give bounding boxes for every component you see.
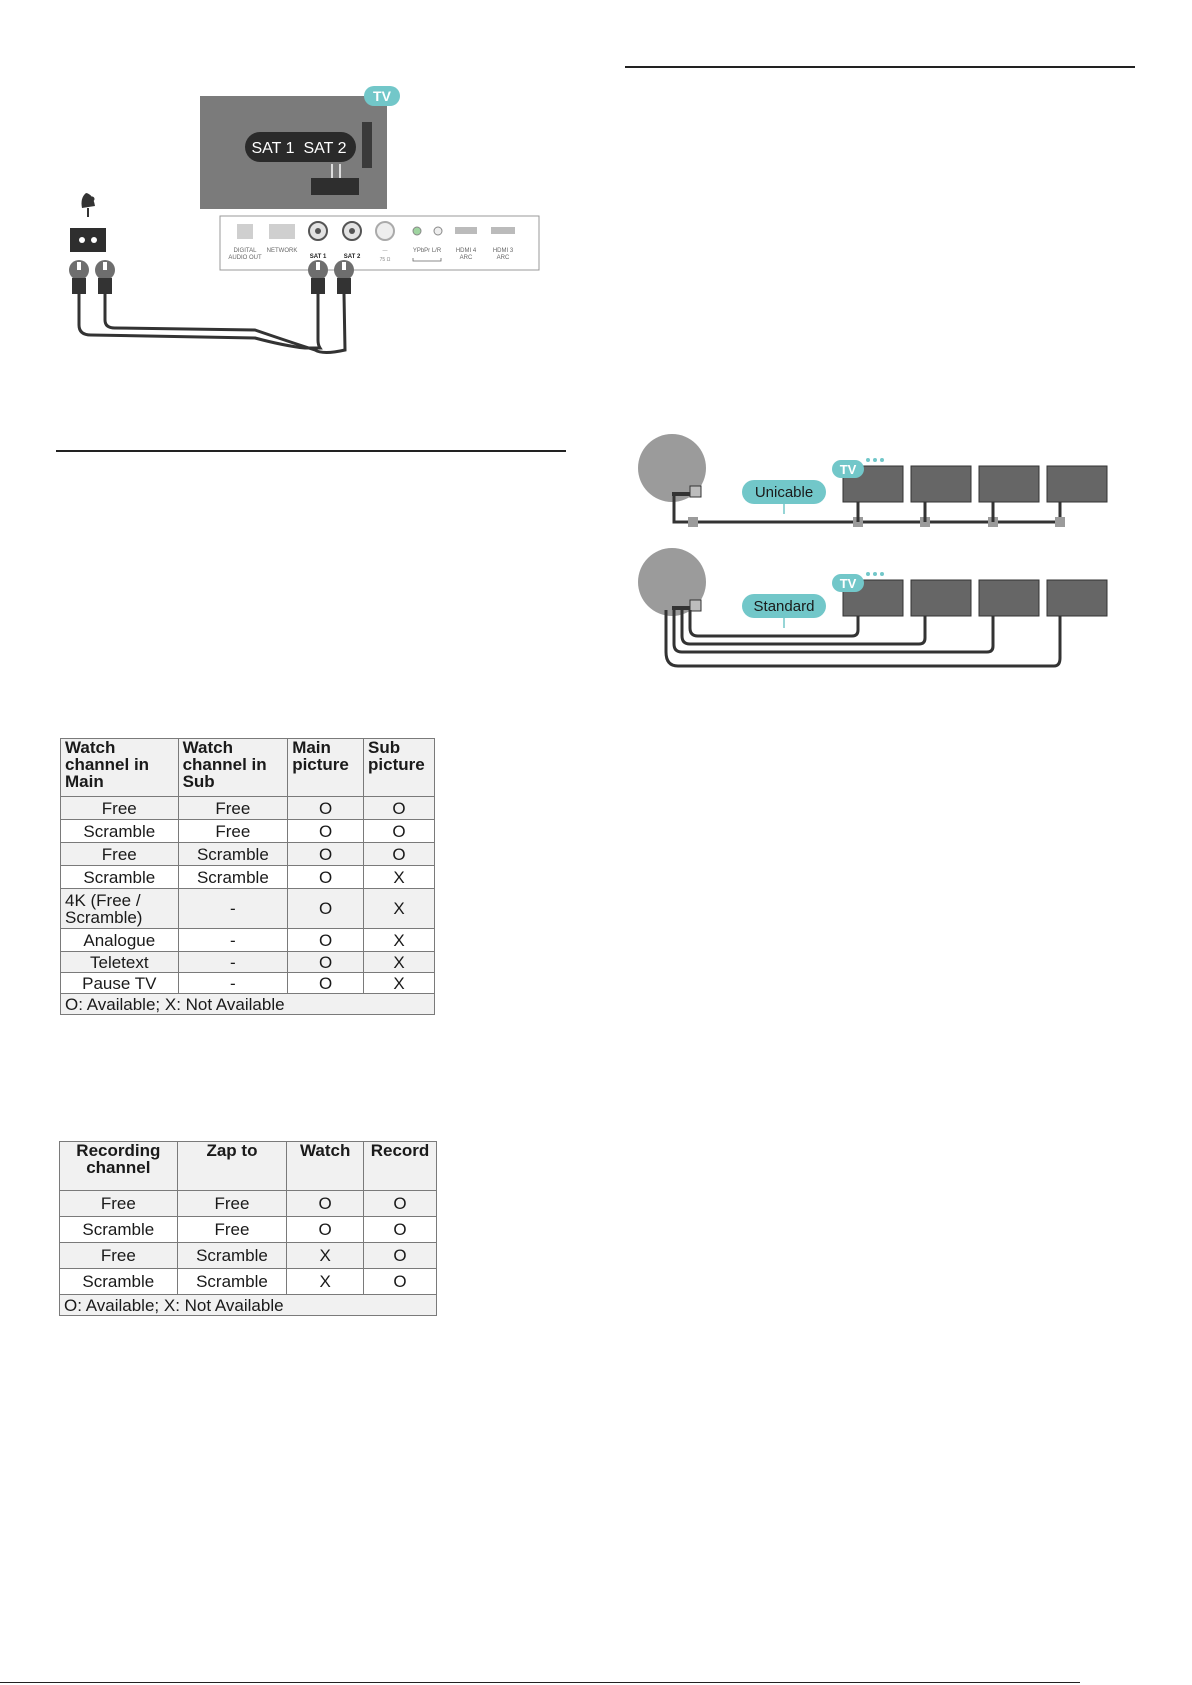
cell: Free [177,1217,287,1243]
header-recording-channel: Recording channel [60,1142,178,1191]
header-watch: Watch [287,1142,364,1191]
cell: O [288,973,364,994]
main-sub-picture-table [60,738,435,1015]
section-divider-left [56,450,566,452]
port-label-antenna-2: 75 Ω [379,257,391,263]
cell: Scramble [60,1217,178,1243]
plug-right-2 [334,260,354,294]
sat1-label: SAT 1 [251,140,295,157]
recording-table [59,1141,437,1316]
table-note: O: Available; X: Not Available [61,994,435,1015]
table-row [61,820,435,843]
cell: O [288,843,364,866]
cell: Scramble [61,820,179,843]
unicable-tv-2 [911,466,971,502]
cell: Scramble [178,843,288,866]
cell: O [364,797,435,820]
table-note: O: Available; X: Not Available [60,1295,437,1316]
table-row [60,1191,437,1217]
footer-rule [0,1682,1080,1683]
digital-audio-port-icon [237,224,253,239]
cell: Pause TV [61,973,179,994]
cell: Scramble [60,1269,178,1295]
cell: Free [178,797,288,820]
tv-badge-text: TV [373,88,391,104]
port-label-hdmi3-2: ARC [496,255,510,261]
hdmi3-port-icon [491,227,515,234]
ypbpr-port-icon [413,227,421,235]
cell: O [287,1217,364,1243]
plug-left-1 [69,260,89,294]
plug-left-2 [95,260,115,294]
port-label-ypbpr: YPbPr L/R [412,248,442,254]
table-row [61,929,435,952]
cell: Scramble [177,1269,287,1295]
cell: Free [60,1191,178,1217]
port-label-hdmi3-1: HDMI 3 [492,248,514,254]
table-row [61,797,435,820]
header-main-picture: Main picture [288,739,364,797]
unicable-tv-badge-text: TV [839,462,857,477]
satellite-connection-diagram [55,80,555,390]
table-row [60,1269,437,1295]
table-row [61,973,435,994]
port-label-hdmi4-1: HDMI 4 [455,248,477,254]
table-row [61,889,435,929]
cell: Free [61,797,179,820]
table-note-row [60,1295,437,1316]
port-label-sat2: SAT 2 [343,254,361,260]
cell: Free [177,1191,287,1217]
sat2-label: SAT 2 [303,140,347,157]
cell: O [288,952,364,973]
header-watch-sub: Watch channel in Sub [178,739,288,797]
cell: Scramble [61,866,179,889]
table-note-row [61,994,435,1015]
cell: Scramble [178,866,288,889]
cell: O [364,1269,437,1295]
cell: X [287,1243,364,1269]
standard-lnb [690,600,701,611]
cell: X [287,1269,364,1295]
cell: O [288,866,364,889]
plug-right-1 [308,260,328,294]
section-divider-right [625,66,1135,68]
unicable-label: Unicable [754,484,814,501]
cell: O [364,1243,437,1269]
cell: O [364,843,435,866]
table-row [60,1243,437,1269]
standard-tv-3 [979,580,1039,616]
hdmi4-port-icon [455,227,477,234]
unicable-standard-diagram [630,430,1110,680]
port-label-antenna-1: — [382,248,388,254]
tv-stand-slot [362,122,372,168]
cell: - [178,889,288,929]
cell: Free [60,1243,178,1269]
cell: Scramble [177,1243,287,1269]
table-row [61,866,435,889]
cell: 4K (Free / Scramble) [61,889,179,929]
port-label-sat1: SAT 1 [309,254,327,260]
standard-label: Standard [753,598,815,615]
port-label-network: NETWORK [266,248,298,254]
table-row [60,1217,437,1243]
cell: X [364,929,435,952]
port-label-digital-1: DIGITAL [233,248,257,254]
antenna-port-icon [376,222,394,240]
tv-stand-base [311,178,359,195]
cable-2 [105,294,345,353]
satellite-dish-icon [82,193,96,217]
cell: Free [178,820,288,843]
header-watch-main: Watch channel in Main [61,739,179,797]
cell: O [288,820,364,843]
cell: Free [61,843,179,866]
cell: O [288,889,364,929]
port-label-hdmi4-2: ARC [459,255,473,261]
standard-tv-4 [1047,580,1107,616]
cell: Analogue [61,929,179,952]
cell: X [364,866,435,889]
unicable-tv-3 [979,466,1039,502]
cell: O [364,1191,437,1217]
cell: O [364,820,435,843]
cell: X [364,952,435,973]
cell: X [364,889,435,929]
network-port-icon [269,224,295,239]
standard-tv-2 [911,580,971,616]
unicable-tv-4 [1047,466,1107,502]
header-zap-to: Zap to [177,1142,287,1191]
cell: X [364,973,435,994]
cell: O [288,797,364,820]
cell: O [364,1217,437,1243]
table-row [61,952,435,973]
standard-tv-badge-text: TV [839,576,857,591]
cell: - [178,973,288,994]
lr-port-icon [434,227,442,235]
header-sub-picture: Sub picture [364,739,435,797]
port-label-digital-2: AUDIO OUT [228,255,262,261]
cell: O [287,1191,364,1217]
unicable-lnb [690,486,701,497]
cell: - [178,952,288,973]
header-record: Record [364,1142,437,1191]
cell: Teletext [61,952,179,973]
table-row [61,843,435,866]
cell: O [288,929,364,952]
wall-socket [70,228,106,252]
cell: - [178,929,288,952]
